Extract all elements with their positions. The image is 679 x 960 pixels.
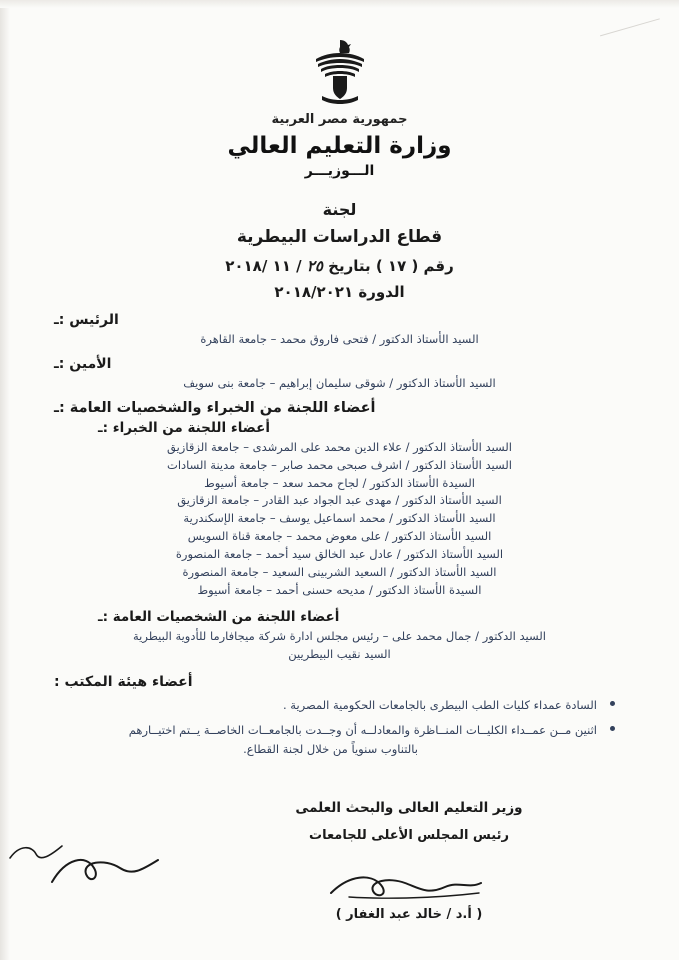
list-item: السيد الأستاذ الدكتور / عادل عبد الخالق سيد أحمد – جامعة المنصورة	[175, 546, 504, 561]
list-item-text: اثنين مــن عمــداء الكليــات المنــاظرة والمعادلــه أن وجــدت بالجامعــات الخاصــة يــتم اختيــارهم	[128, 723, 597, 738]
list-item: السيد الأستاذ الدكتور / مهدى عبد الجواد عبد القادر – جامعة الزقازيق	[177, 493, 502, 508]
secretary-name: السيد الأستاذ الدكتور / شوقى سليمان إبراهيم – جامعة بنى سويف	[183, 376, 496, 390]
public-figures-list	[24, 628, 655, 664]
signer-name: ( أ.د / خالد عبد الغفار )	[335, 907, 483, 922]
emblem-container	[0, 36, 679, 112]
list-item	[64, 721, 615, 758]
country-name: جمهورية مصر العربية	[271, 112, 408, 127]
list-item: السيد الأستاذ الدكتور / محمد اسماعيل يوسف – جامعة الإسكندرية	[183, 511, 496, 526]
list-item: السيدة الأستاذ الدكتور / مديحه حسنى أحمد – جامعة أسيوط	[197, 582, 482, 597]
list-item: السيد الأستاذ الدكتور / علاء الدين محمد على المرشدى – جامعة الزقازيق	[167, 440, 512, 454]
letterhead	[0, 112, 679, 179]
title-sector: قطاع الدراسات البيطرية	[236, 227, 443, 247]
list-item-text: السادة عمداء كليات الطب البيطرى بالجامعات الحكومية المصرية .	[283, 697, 597, 712]
list-item: السيد الدكتور / جمال محمد على – رئيس مجلس ادارة شركة ميجافارما للأدوية البيطرية	[133, 629, 546, 644]
document-title-block	[0, 200, 679, 301]
title-date-handwritten: ٢٥	[306, 257, 323, 275]
ministry-name: وزارة التعليم العالي	[227, 133, 452, 159]
secretary-label: الأمين :ـ	[54, 356, 112, 372]
list-item: السيد الأستاذ الدكتور / السعيد الشربينى السعيد – جامعة المنصورة	[182, 564, 497, 579]
bullet-icon	[610, 701, 615, 706]
members-section-heading: أعضاء اللجنة من الخبراء والشخصيات العامة :ـ	[54, 400, 376, 416]
chairman-label: الرئيس :ـ	[54, 312, 119, 328]
margin-initials-icon	[6, 840, 66, 864]
list-item: السيد الأستاذ الدكتور / اشرف صبحى محمد صابر – جامعة مدينة السادات	[167, 457, 512, 472]
experts-subheading: أعضاء اللجنة من الخبراء :ـ	[98, 420, 270, 436]
scan-edge-top	[0, 0, 679, 8]
document-body	[24, 312, 655, 765]
signature-scribble-icon	[259, 869, 559, 903]
eagle-emblem-icon	[309, 36, 371, 108]
signer-title-1: وزير التعليم العالى والبحث العلمى	[295, 800, 523, 816]
title-number-date	[0, 257, 679, 275]
list-item	[64, 696, 615, 714]
bureau-list	[64, 696, 615, 758]
signature-block	[259, 800, 559, 922]
title-term: الدورة ٢٠١٨/٢٠٢١	[274, 283, 405, 301]
experts-list	[24, 439, 655, 599]
list-item: السيد الأستاذ الدكتور / على معوض محمد – جامعة قناة السويس	[187, 529, 492, 544]
public-figures-subheading: أعضاء اللجنة من الشخصيات العامة :ـ	[98, 609, 340, 626]
list-item: السيدة الأستاذ الدكتور / لجاح محمد سعد – جامعة أسيوط	[204, 475, 475, 490]
bureau-heading: أعضاء هيئة المكتب :	[54, 673, 193, 690]
list-item-text-continued: بالتناوب سنوياً من خلال لجنة القطاع.	[243, 741, 418, 756]
list-item: السيد نقيب البيطريين	[288, 647, 391, 662]
signer-title-2: رئيس المجلس الأعلى للجامعات	[309, 828, 509, 843]
bullet-icon	[610, 726, 615, 731]
title-date-suffix: / ١١ /٢٠١٨	[225, 257, 302, 275]
chairman-name: السيد الأستاذ الدكتور / فتحى فاروق محمد – جامعة القاهرة	[200, 332, 479, 346]
minister-label: الـــوزيـــر	[304, 163, 375, 179]
title-committee: لجنة	[322, 200, 357, 219]
title-number-prefix: رقم ( ١٧ ) بتاريخ	[328, 257, 454, 275]
